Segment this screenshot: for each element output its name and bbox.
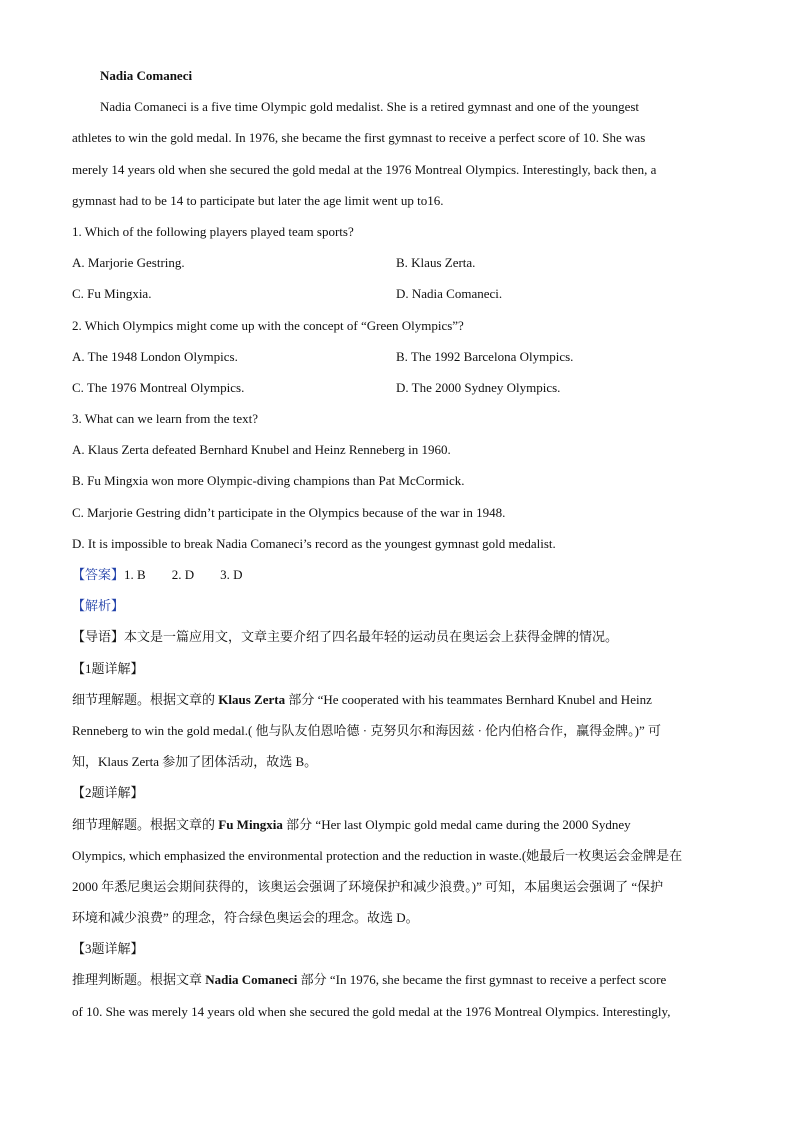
document-page (72, 60, 722, 1027)
option-c: C. The 1976 Montreal Olympics. (72, 379, 245, 395)
option-a: A. The 1948 London Olympics. (72, 348, 238, 364)
option-b: B. Fu Mingxia won more Olympic-diving champions than Pat McCormick. (72, 473, 465, 489)
option-b: B. The 1992 Barcelona Olympics. (396, 348, 574, 364)
q2-detail-text: 部分 “Her last Olympic gold medal came during the 2000 Sydney (282, 816, 631, 832)
article-paragraph-line: merely 14 years old when she secured the gold medal at the 1976 Montreal Olympics. Interestingly, back then, a (72, 161, 657, 177)
option-d: D. It is impossible to break Nadia Comaneci’s record as the youngest gymnast gold medalist. (72, 535, 556, 551)
article-title: Nadia Comaneci (100, 68, 193, 83)
q1-detail-text: 部分 “He cooperated with his teammates Bernhard Knubel and Heinz (285, 691, 652, 707)
option-d: D. Nadia Comaneci. (396, 286, 503, 302)
question-1-options-row (72, 278, 722, 309)
option-c: C. Fu Mingxia. (72, 286, 152, 302)
answer-label: 【答案】 (72, 567, 125, 582)
question-1-stem: 1. Which of the following players played team sports? (72, 223, 354, 239)
option-a: A. Klaus Zerta defeated Bernhard Knubel and Heinz Renneberg in 1960. (72, 442, 451, 458)
option-b: B. Klaus Zerta. (396, 255, 476, 271)
q2-detail-line: 环境和减少浪费” 的理念，符合绿色奥运会的理念。故选 D。 (72, 910, 419, 926)
q1-detail-line (72, 684, 722, 715)
q3-detail-line (72, 964, 722, 995)
guide-line (72, 621, 722, 652)
q3-detail-text: 部分 “In 1976, she became the first gymnast to receive a perfect score (297, 972, 667, 988)
q1-detail-text: 细节理解题。根据文章的 (72, 691, 219, 707)
article-paragraph-line: athletes to win the gold medal. In 1976, she became the first gymnast to receive a perfect score of 10. She was (72, 130, 646, 146)
q1-detail-line: 知，Klaus Zerta 参加了团体活动，故选 B。 (72, 754, 318, 770)
guide-text: 本文是一篇应用文，文章主要介绍了四名最年轻的运动员在奥运会上获得金牌的情况。 (124, 629, 619, 645)
q3-detail-text: 推理判断题。根据文章 (72, 972, 206, 988)
q3-section-name: Nadia Comaneci (205, 972, 298, 988)
guide-label: 【导语】 (72, 629, 125, 645)
q2-detail-text: 细节理解题。根据文章的 (72, 816, 219, 832)
q3-detail-label: 【3题详解】 (72, 941, 144, 957)
q1-section-name: Klaus Zerta (218, 691, 286, 707)
option-c: C. Marjorie Gestring didn’t participate in the Olympics because of the war in 1948. (72, 504, 506, 520)
analysis-label: 【解析】 (72, 598, 125, 614)
q2-detail-line: Olympics, which emphasized the environmental protection and the reduction in waste.(她最后一枚奥运会金牌是在 (72, 847, 683, 863)
question-2-options-row (72, 372, 722, 403)
q3-detail-line: of 10. She was merely 14 years old when she secured the gold medal at the 1976 Montreal Olympics. Interestingly, (72, 1003, 671, 1019)
answer-item: 2. D (171, 567, 195, 582)
q2-detail-line: 2000 年悉尼奥运会期间获得的，该奥运会强调了环境保护和减少浪费。)” 可知，本届奥运会强调了 “保护 (72, 878, 664, 894)
q2-detail-line (72, 809, 722, 840)
q2-section-name: Fu Mingxia (218, 816, 283, 832)
answer-item: 3. D (220, 567, 243, 582)
option-a: A. Marjorie Gestring. (72, 255, 185, 271)
question-2-stem: 2. Which Olympics might come up with the concept of “Green Olympics”? (72, 317, 464, 333)
article-paragraph-line: gymnast had to be 14 to participate but later the age limit went up to16. (72, 192, 444, 208)
q1-detail-line: Renneberg to win the gold medal.( 他与队友伯恩哈德 · 克努贝尔和海因兹 · 伦内伯格合作，赢得金牌。)” 可 (72, 722, 662, 738)
question-1-options-row (72, 247, 722, 278)
q2-detail-label: 【2题详解】 (72, 785, 144, 801)
article-paragraph-line: Nadia Comaneci is a five time Olympic gold medalist. She is a retired gymnast and one of the youngest (100, 99, 640, 115)
answer-line (72, 559, 722, 590)
option-d: D. The 2000 Sydney Olympics. (396, 379, 561, 395)
answer-item: 1. B (124, 567, 146, 582)
question-3-stem: 3. What can we learn from the text? (72, 411, 259, 427)
q1-detail-label: 【1题详解】 (72, 660, 144, 676)
question-2-options-row (72, 341, 722, 372)
